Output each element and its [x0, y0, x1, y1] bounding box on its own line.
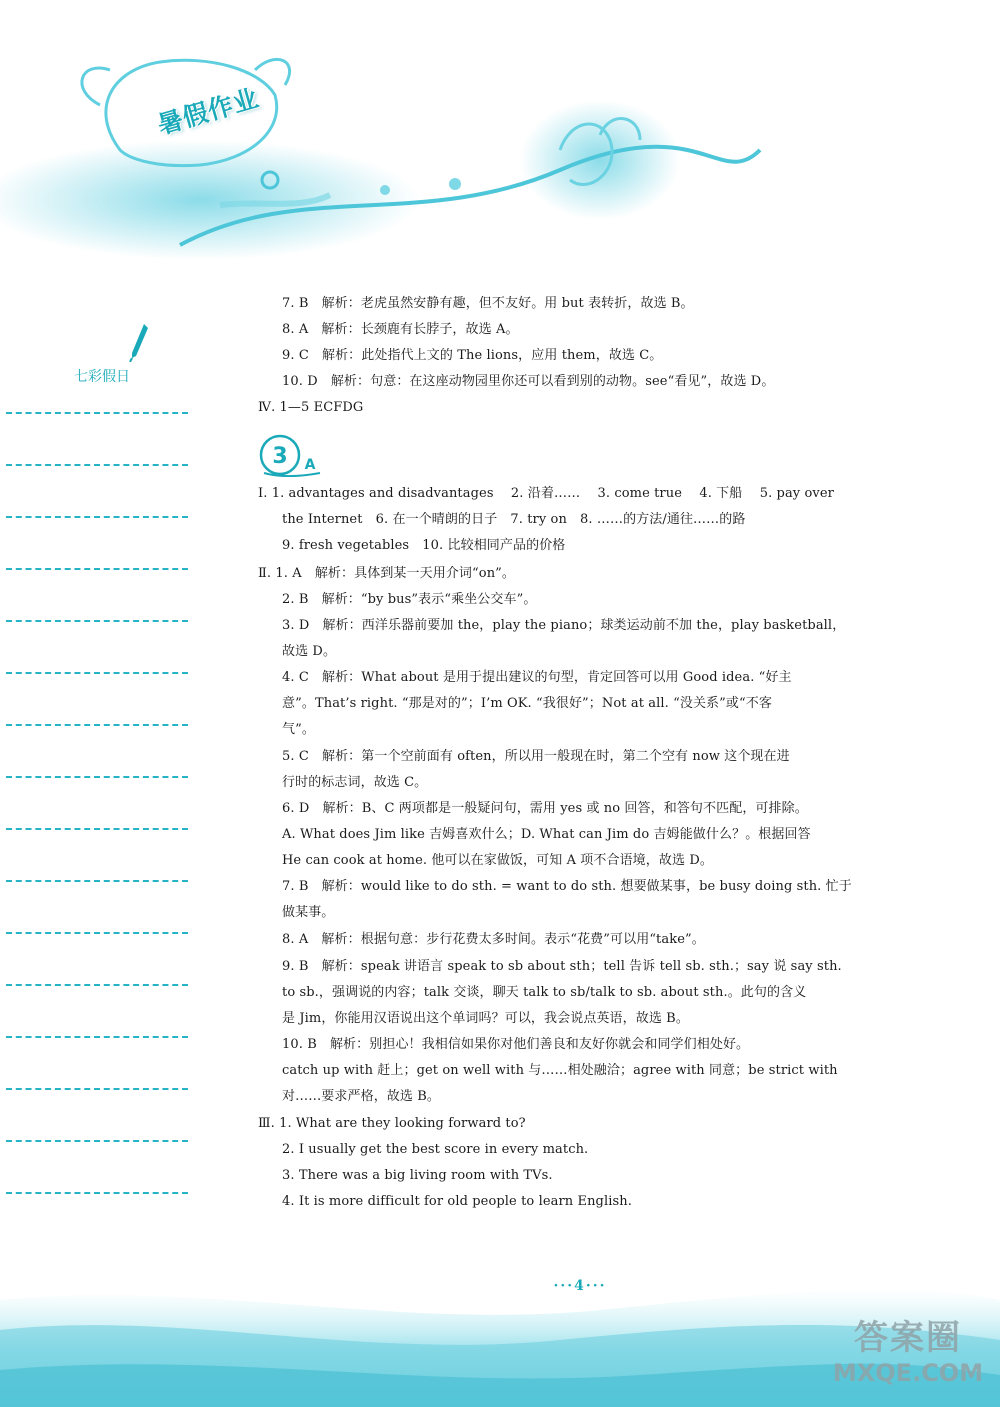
- text-line: 做某事。: [282, 905, 335, 920]
- pen-icon: [128, 322, 150, 362]
- divider: [6, 516, 188, 518]
- divider: [6, 1036, 188, 1038]
- sidebar-label: 七彩假日: [74, 369, 130, 385]
- text-line: 9. B 解析：speak 讲语言 speak to sb about sth；tell 告诉 tell sb. sth.；say 说 say sth.: [282, 959, 842, 974]
- text-line: 10. D 解析：句意：在这座动物园里你还可以看到别的动物。see“看见”，故选 D。: [282, 374, 775, 389]
- text-line: Ⅳ. 1—5 ECFDG: [258, 400, 364, 415]
- text-line: A. What does Jim like 吉姆喜欢什么；D. What can Jim do 吉姆能做什么？。根据回答: [282, 827, 811, 842]
- text-line: 行时的标志词，故选 C。: [282, 775, 428, 790]
- text-line: 9. C 解析：此处指代上文的 The lions，应用 them，故选 C。: [282, 348, 663, 363]
- divider: [6, 1192, 188, 1194]
- text-line: Ⅲ. 1. What are they looking forward to?: [258, 1116, 526, 1131]
- divider: [6, 880, 188, 882]
- text-line: 气”。: [282, 722, 315, 737]
- text-line: 5. C 解析：第一个空前面有 often，所以用一般现在时，第二个空有 now 这个现在进: [282, 749, 790, 764]
- text-line: 7. B 解析：老虎虽然安静有趣，但不友好。用 but 表转折，故选 B。: [282, 296, 694, 311]
- text-line: 2. B 解析：“by bus”表示“乘坐公交车”。: [282, 592, 537, 607]
- section-number: 3: [272, 444, 288, 469]
- section-letter: A: [304, 457, 316, 473]
- text-line: 4. It is more difficult for old people to learn English.: [282, 1194, 632, 1209]
- text-line: the Internet 6. 在一个晴朗的日子 7. try on 8. ……的方法/通往……的路: [282, 512, 746, 527]
- text-line: 3. There was a big living room with TVs.: [282, 1168, 553, 1183]
- section-3-badge: [258, 433, 322, 477]
- text-line: catch up with 赶上；get on well with 与……相处融洽；agree with 同意；be strict with: [282, 1063, 838, 1078]
- text-line: He can cook at home. 他可以在家做饭，可知 A 项不合语境，故选 D。: [282, 853, 713, 868]
- text-line: to sb.，强调说的内容；talk 交谈，聊天 talk to sb/talk to sb. about sth.。此句的含义: [282, 985, 807, 1000]
- divider: [6, 412, 188, 414]
- text-line: 10. B 解析：别担心！我相信如果你对他们善良和友好你就会和同学们相处好。: [282, 1037, 750, 1052]
- divider: [6, 828, 188, 830]
- divider: [6, 464, 188, 466]
- watermark: [822, 1318, 994, 1388]
- divider: [6, 984, 188, 986]
- text-line: 意”。That’s right. “那是对的”；I’m OK. “我很好”；Not at all. “没关系”或“不客: [282, 696, 772, 711]
- text-line: 7. B 解析：would like to do sth. = want to do sth. 想要做某事，be busy doing sth. 忙于: [282, 879, 852, 894]
- text-line: 2. I usually get the best score in every match.: [282, 1142, 589, 1157]
- divider: [6, 724, 188, 726]
- divider: [6, 932, 188, 934]
- text-line: Ⅱ. 1. A 解析：具体到某一天用介词“on”。: [258, 566, 516, 581]
- page-number: ···4···: [553, 1278, 607, 1294]
- divider: [6, 672, 188, 674]
- text-line: 4. C 解析：What about 是用于提出建议的句型，肯定回答可以用 Good idea. “好主: [282, 670, 792, 685]
- text-line: 3. D 解析：西洋乐器前要加 the，play the piano；球类运动前不加 the，play basketball，: [282, 618, 846, 633]
- watermark-text: 答案圈: [854, 1318, 962, 1358]
- text-line: 8. A 解析：长颈鹿有长脖子，故选 A。: [282, 322, 519, 337]
- divider: [6, 620, 188, 622]
- header-title: 暑假作业: [154, 83, 263, 140]
- divider: [6, 1088, 188, 1090]
- text-line: 8. A 解析：根据句意：步行花费太多时间。表示“花费”可以用“take”。: [282, 932, 705, 947]
- divider: [6, 568, 188, 570]
- divider: [6, 1140, 188, 1142]
- text-line: Ⅰ. 1. advantages and disadvantages 2. 沿着…… 3. come true 4. 下船 5. pay over: [258, 486, 834, 501]
- text-line: 对……要求严格，故选 B。: [282, 1089, 440, 1104]
- divider: [6, 776, 188, 778]
- text-line: 9. fresh vegetables 10. 比较相同产品的价格: [282, 538, 566, 553]
- watermark-url: MXQE.COM: [832, 1359, 984, 1387]
- text-line: 是 Jim，你能用汉语说出这个单词吗？可以，我会说点英语，故选 B。: [282, 1011, 689, 1026]
- text-line: 6. D 解析：B、C 两项都是一般疑问句，需用 yes 或 no 回答，和答句不匹配，可排除。: [282, 801, 808, 816]
- text-line: 故选 D。: [282, 644, 337, 659]
